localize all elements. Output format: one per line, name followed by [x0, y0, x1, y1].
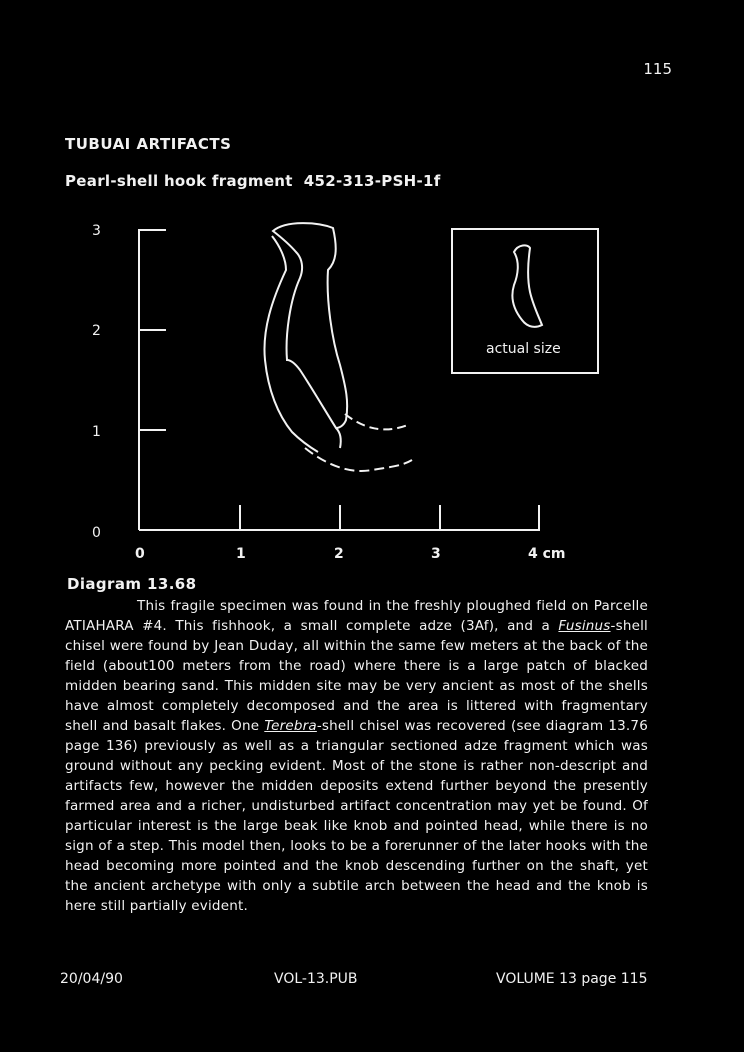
body-taxon-terebra: Terebra [264, 718, 317, 734]
x-label-4: 4 cm [528, 546, 566, 562]
hook-outline-inner-right [336, 428, 341, 448]
y-label-1: 1 [92, 424, 101, 440]
hook-dashed-upper [345, 414, 410, 429]
page-number: 115 [643, 60, 672, 78]
body-taxon-fusinus: Fusinus [558, 618, 611, 634]
y-label-2: 2 [92, 323, 101, 339]
footer-date: 20/04/90 [60, 971, 123, 987]
footer-file: VOL-13.PUB [274, 971, 358, 987]
inset-label: actual size [486, 341, 561, 357]
section-title: TUBUAI ARTIFACTS [65, 135, 232, 153]
body-text-3: -shell chisel was recovered (see diagram 13.76 page 136) previously as well as a triangular sectioned adze fragment which was ground without any pecking evident. Most of the stone is rather non-descript and artifacts few, however the midden deposits extend further beyond the presently farmed area and a richer, undisturbed artifact concentration may yet be found. Of particular interest is the large beak like knob and pointed head, while there is no sign of a step. This model then, looks to be a forerunner of the later hooks with the head becoming more pointed and the knob descending further on the shaft, yet the ancient archetype with only a subtile arch between the head and the knob is here still partially evident. [65, 718, 648, 914]
figure-title: Pearl-shell hook fragment 452-313-PSH-1f [65, 172, 441, 190]
y-label-3: 3 [92, 223, 101, 239]
x-label-1: 1 [236, 546, 246, 562]
hook-dashed-lower [305, 448, 412, 471]
body-paragraph [65, 596, 648, 916]
y-label-0: 0 [92, 525, 101, 541]
x-label-3: 3 [431, 546, 441, 562]
hook-actual-size [512, 245, 542, 326]
footer-volume: VOLUME 13 page 115 [496, 971, 648, 987]
body-text-2: -shell chisel were found by Jean Duday, all within the same few meters at the back of the field (about100 meters from the road) where there is a large patch of blacked midden bearing sand. This midden site may be very ancient as most of the shells have almost completely decomposed and the area is littered with fragmentary shell and basalt flakes. One [65, 618, 648, 734]
diagram-caption: Diagram 13.68 [67, 575, 197, 593]
hook-outline [273, 223, 347, 428]
body-text-1: This fragile specimen was found in the freshly ploughed field on Parcelle ATIAHARA #4. This fishhook, a small complete adze (3Af), and a [65, 598, 648, 634]
x-label-0: 0 [135, 546, 145, 562]
x-label-2: 2 [334, 546, 344, 562]
hook-outline-outer [264, 236, 318, 452]
